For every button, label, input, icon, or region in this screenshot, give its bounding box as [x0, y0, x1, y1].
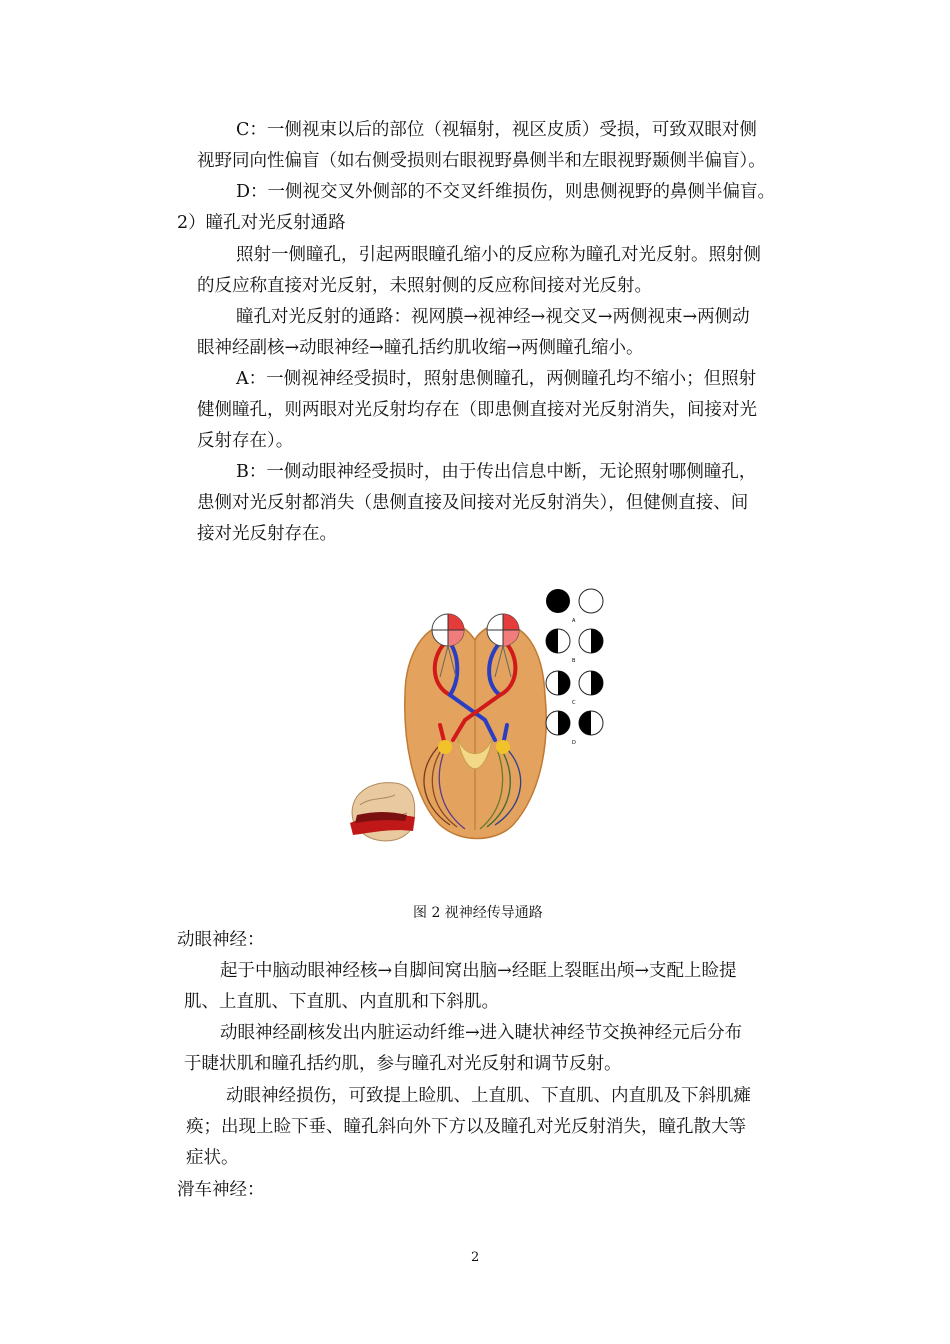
brain-shape — [405, 624, 546, 838]
label-b: B — [572, 658, 576, 664]
paragraph-b — [236, 457, 756, 488]
section-heading-oculomotor — [177, 925, 265, 956]
paragraph-a-cont2 — [197, 426, 293, 457]
text-line: 视野同向性偏盲（如右侧受损则右眼视野鼻侧半和左眼视野颞侧半偏盲）。 — [197, 151, 766, 171]
text-line: 反射存在）。 — [197, 431, 294, 451]
paragraph-c-cont — [197, 146, 766, 177]
text-line: A：一侧视神经受损时，照射患侧瞳孔，两侧瞳孔均不缩小；但照射 — [236, 369, 757, 389]
label-c: C — [572, 700, 576, 706]
text-line: 肌、上直肌、下直肌、内直肌和下斜肌。 — [184, 992, 499, 1012]
label-a: A — [572, 618, 576, 624]
paragraph-b-cont2 — [197, 519, 337, 550]
paragraph-a — [236, 364, 756, 395]
text-line: 动眼神经副核发出内脏运动纤维→进入睫状神经节交换神经元后分布 — [220, 1023, 743, 1043]
lateral-brain-inset — [350, 783, 415, 841]
text-line: B：一侧动眼神经受损时，由于传出信息中断，无论照射哪侧瞳孔， — [236, 462, 757, 482]
text-line: 于睫状肌和瞳孔括约肌，参与瞳孔对光反射和调节反射。 — [184, 1054, 622, 1074]
text-line: 的反应称直接对光反射，未照射侧的反应称间接对光反射。 — [197, 276, 652, 296]
paragraph-oculomotor-3-cont2 — [186, 1143, 239, 1174]
paragraph-oculomotor-3 — [226, 1081, 751, 1112]
text-line: 照射一侧瞳孔，引起两眼瞳孔缩小的反应称为瞳孔对光反射。照射侧 — [236, 245, 761, 265]
paragraph-b-cont1 — [197, 488, 748, 519]
paragraph-pathway-cont — [197, 333, 644, 364]
paragraph-oculomotor-3-cont1 — [186, 1112, 746, 1143]
heading-text: 滑车神经： — [177, 1180, 265, 1200]
optic-pathway-figure — [345, 585, 610, 859]
paragraph-oculomotor-1 — [220, 956, 737, 987]
text-line: 瞳孔对光反射的通路：视网膜→视神经→视交叉→两侧视束→两侧动 — [236, 307, 750, 327]
text-line: 健侧瞳孔，则两眼对光反射均存在（即患侧直接对光反射消失，间接对光 — [197, 400, 757, 420]
text-line: 患侧对光反射都消失（患侧直接及间接对光反射消失），但健侧直接、间 — [197, 493, 749, 513]
optic-pathway-diagram — [345, 585, 610, 855]
heading-text: 动眼神经： — [177, 930, 265, 950]
paragraph-c — [236, 115, 757, 146]
lateral-geniculate-right — [496, 740, 510, 754]
page-number: 2 — [471, 1250, 480, 1265]
paragraph-d — [236, 177, 775, 208]
paragraph-oculomotor-2-cont — [184, 1049, 622, 1080]
paragraph-pathway — [236, 302, 750, 333]
text-line: 症状。 — [186, 1148, 239, 1168]
paragraph-definition — [236, 240, 761, 271]
paragraph-oculomotor-2 — [220, 1018, 742, 1049]
section-heading-trochlear — [177, 1175, 265, 1206]
text-line: 起于中脑动眼神经核→自脚间窝出脑→经眶上裂眶出颅→支配上睑提 — [220, 961, 737, 981]
label-d: D — [572, 740, 576, 746]
paragraph-definition-cont — [197, 271, 652, 302]
text-line: 痪；出现上睑下垂、瞳孔斜向外下方以及瞳孔对光反射消失，瞳孔散大等 — [186, 1117, 746, 1137]
heading-text: 2）瞳孔对光反射通路 — [177, 213, 346, 233]
section-heading-pupil — [177, 208, 346, 239]
text-line: C：一侧视束以后的部位（视辐射，视区皮质）受损，可致双眼对侧 — [236, 120, 757, 140]
paragraph-oculomotor-1-cont — [184, 987, 499, 1018]
paragraph-a-cont1 — [197, 395, 757, 426]
text-line: 眼神经副核→动眼神经→瞳孔括约肌收缩→两侧瞳孔缩小。 — [197, 338, 644, 358]
text-line: D：一侧视交叉外侧部的不交叉纤维损伤，则患侧视野的鼻侧半偏盲。 — [236, 182, 776, 202]
text-line: 动眼神经损伤，可致提上睑肌、上直肌、下直肌、内直肌及下斜肌瘫 — [226, 1086, 751, 1106]
figure-caption: 图 2 视神经传导通路 — [413, 905, 543, 921]
lateral-geniculate-left — [438, 740, 452, 754]
text-line: 接对光反射存在。 — [197, 524, 337, 544]
visual-field-panel — [546, 589, 603, 746]
